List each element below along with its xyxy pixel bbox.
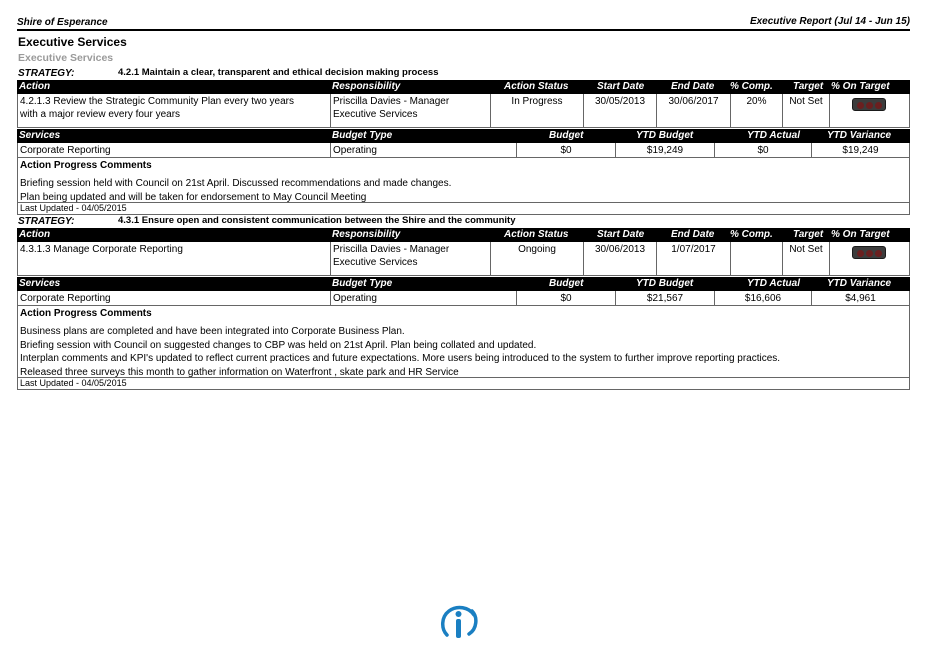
action-header-row <box>17 228 910 242</box>
ytd-actual-cell: $0 <box>714 143 811 157</box>
col-comp: % Comp. <box>730 81 773 92</box>
col-ytd-actual: YTD Actual <box>747 130 800 141</box>
org-name: Shire of Esperance <box>17 17 108 28</box>
traffic-light-icon <box>852 246 886 259</box>
col-start-date: Start Date <box>597 229 645 240</box>
comment-line: Business plans are completed and have been integrated into Corporate Business Plan. <box>20 326 405 337</box>
strategy-label: STRATEGY: <box>18 68 75 79</box>
col-budget-type: Budget Type <box>332 278 393 289</box>
target-cell: Not Set <box>782 94 829 127</box>
col-budget: Budget <box>549 130 584 141</box>
comments-box <box>17 306 910 390</box>
col-responsibility: Responsibility <box>332 229 401 240</box>
col-action: Action <box>19 229 51 240</box>
strategy-row <box>17 215 910 228</box>
ytd-budget-cell: $21,567 <box>615 291 714 305</box>
col-budget-type: Budget Type <box>332 130 393 141</box>
comments-body <box>18 174 909 202</box>
budget-cell: $0 <box>516 143 615 157</box>
comments-body <box>18 322 909 377</box>
service-name-cell: Corporate Reporting <box>20 293 111 304</box>
responsibility-cell <box>330 242 490 275</box>
responsibility-line2: Executive Services <box>333 257 418 268</box>
ytd-variance-cell: $19,249 <box>811 143 909 157</box>
report-title: Executive Report (Jul 14 - Jun 15) <box>749 16 910 27</box>
action-row <box>17 242 910 276</box>
action-cell <box>18 242 330 275</box>
action-header-row <box>17 80 910 94</box>
start-date-cell: 30/06/2013 <box>583 242 656 275</box>
strategy-text: 4.3.1 Ensure open and consistent communication between the Shire and the community <box>118 215 516 226</box>
start-date-cell: 30/05/2013 <box>583 94 656 127</box>
on-target-cell <box>829 94 909 127</box>
status-cell: Ongoing <box>490 242 583 275</box>
col-on-target: % On Target <box>831 81 890 92</box>
budget-type-cell: Operating <box>330 143 516 157</box>
status-cell: In Progress <box>490 94 583 127</box>
comp-cell: 20% <box>730 94 782 127</box>
action-row <box>17 94 910 128</box>
strategy-text: 4.2.1 Maintain a clear, transparent and ethical decision making process <box>118 67 439 78</box>
on-target-cell <box>829 242 909 275</box>
responsibility-line1: Priscilla Davies - Manager <box>333 244 450 255</box>
responsibility-line1: Priscilla Davies - Manager <box>333 96 450 107</box>
col-responsibility: Responsibility <box>332 81 401 92</box>
last-updated: Last Updated - 04/05/2015 <box>18 202 909 214</box>
strategy-block <box>17 215 910 390</box>
strategy-row <box>17 67 910 80</box>
strategy-block <box>17 67 910 215</box>
budget-cell: $0 <box>516 291 615 305</box>
ytd-variance-cell: $4,961 <box>811 291 909 305</box>
comments-heading: Action Progress Comments <box>20 160 152 171</box>
col-comp: % Comp. <box>730 229 773 240</box>
action-cell <box>18 94 330 127</box>
section-subtitle: Executive Services <box>18 52 114 64</box>
target-cell: Not Set <box>782 242 829 275</box>
comment-line: Released three surveys this month to gather information on Waterfront , skate park and HR Service <box>20 366 459 378</box>
action-text-line1: 4.2.1.3 Review the Strategic Community Plan every two years <box>20 96 295 107</box>
comp-cell <box>730 242 782 275</box>
col-on-target: % On Target <box>831 229 890 240</box>
end-date-cell: 1/07/2017 <box>656 242 730 275</box>
col-target: Target <box>793 81 824 92</box>
col-end-date: End Date <box>671 229 715 240</box>
section-title: Executive Services <box>18 35 127 49</box>
responsibility-line2: Executive Services <box>333 109 418 120</box>
action-text-line1: 4.3.1.3 Manage Corporate Reporting <box>20 244 183 255</box>
last-updated: Last Updated - 04/05/2015 <box>18 377 909 389</box>
comment-line: Briefing session held with Council on 21st April. Discussed recommendations and made changes. <box>20 178 452 189</box>
ytd-actual-cell: $16,606 <box>714 291 811 305</box>
col-action-status: Action Status <box>504 229 569 240</box>
col-ytd-actual: YTD Actual <box>747 278 800 289</box>
strategy-label: STRATEGY: <box>18 216 75 227</box>
col-end-date: End Date <box>671 81 715 92</box>
comments-heading: Action Progress Comments <box>20 308 152 319</box>
comment-line: Briefing session with Council on suggested changes to CBP was held on 21st April. Plan being collated and updated. <box>20 339 537 351</box>
services-header-row <box>17 129 910 143</box>
ytd-budget-cell: $19,249 <box>615 143 714 157</box>
action-text-line2: with a major review every four years <box>20 109 181 120</box>
service-row <box>17 143 910 158</box>
traffic-light-icon <box>852 98 886 111</box>
end-date-cell: 30/06/2017 <box>656 94 730 127</box>
comments-box <box>17 158 910 215</box>
col-services: Services <box>19 278 61 289</box>
comment-line: Interplan comments and KPI's updated to reflect current practices and future expectations. More users being introduced to the system to further improve reporting practices. <box>20 353 781 364</box>
col-ytd-budget: YTD Budget <box>636 278 694 289</box>
report-header <box>17 16 910 31</box>
interplan-logo-icon <box>439 605 479 639</box>
budget-type-cell: Operating <box>330 291 516 305</box>
col-ytd-budget: YTD Budget <box>636 130 694 141</box>
col-target: Target <box>793 229 824 240</box>
col-action-status: Action Status <box>504 81 569 92</box>
col-start-date: Start Date <box>597 81 645 92</box>
responsibility-cell <box>330 94 490 127</box>
col-services: Services <box>19 130 61 141</box>
col-budget: Budget <box>549 278 584 289</box>
service-name-cell: Corporate Reporting <box>20 145 111 156</box>
col-action: Action <box>19 81 51 92</box>
col-ytd-variance: YTD Variance <box>827 130 892 141</box>
col-ytd-variance: YTD Variance <box>827 278 892 289</box>
service-row <box>17 291 910 306</box>
services-header-row <box>17 277 910 291</box>
comment-line: Plan being updated and will be taken for endorsement to May Council Meeting <box>20 191 367 203</box>
